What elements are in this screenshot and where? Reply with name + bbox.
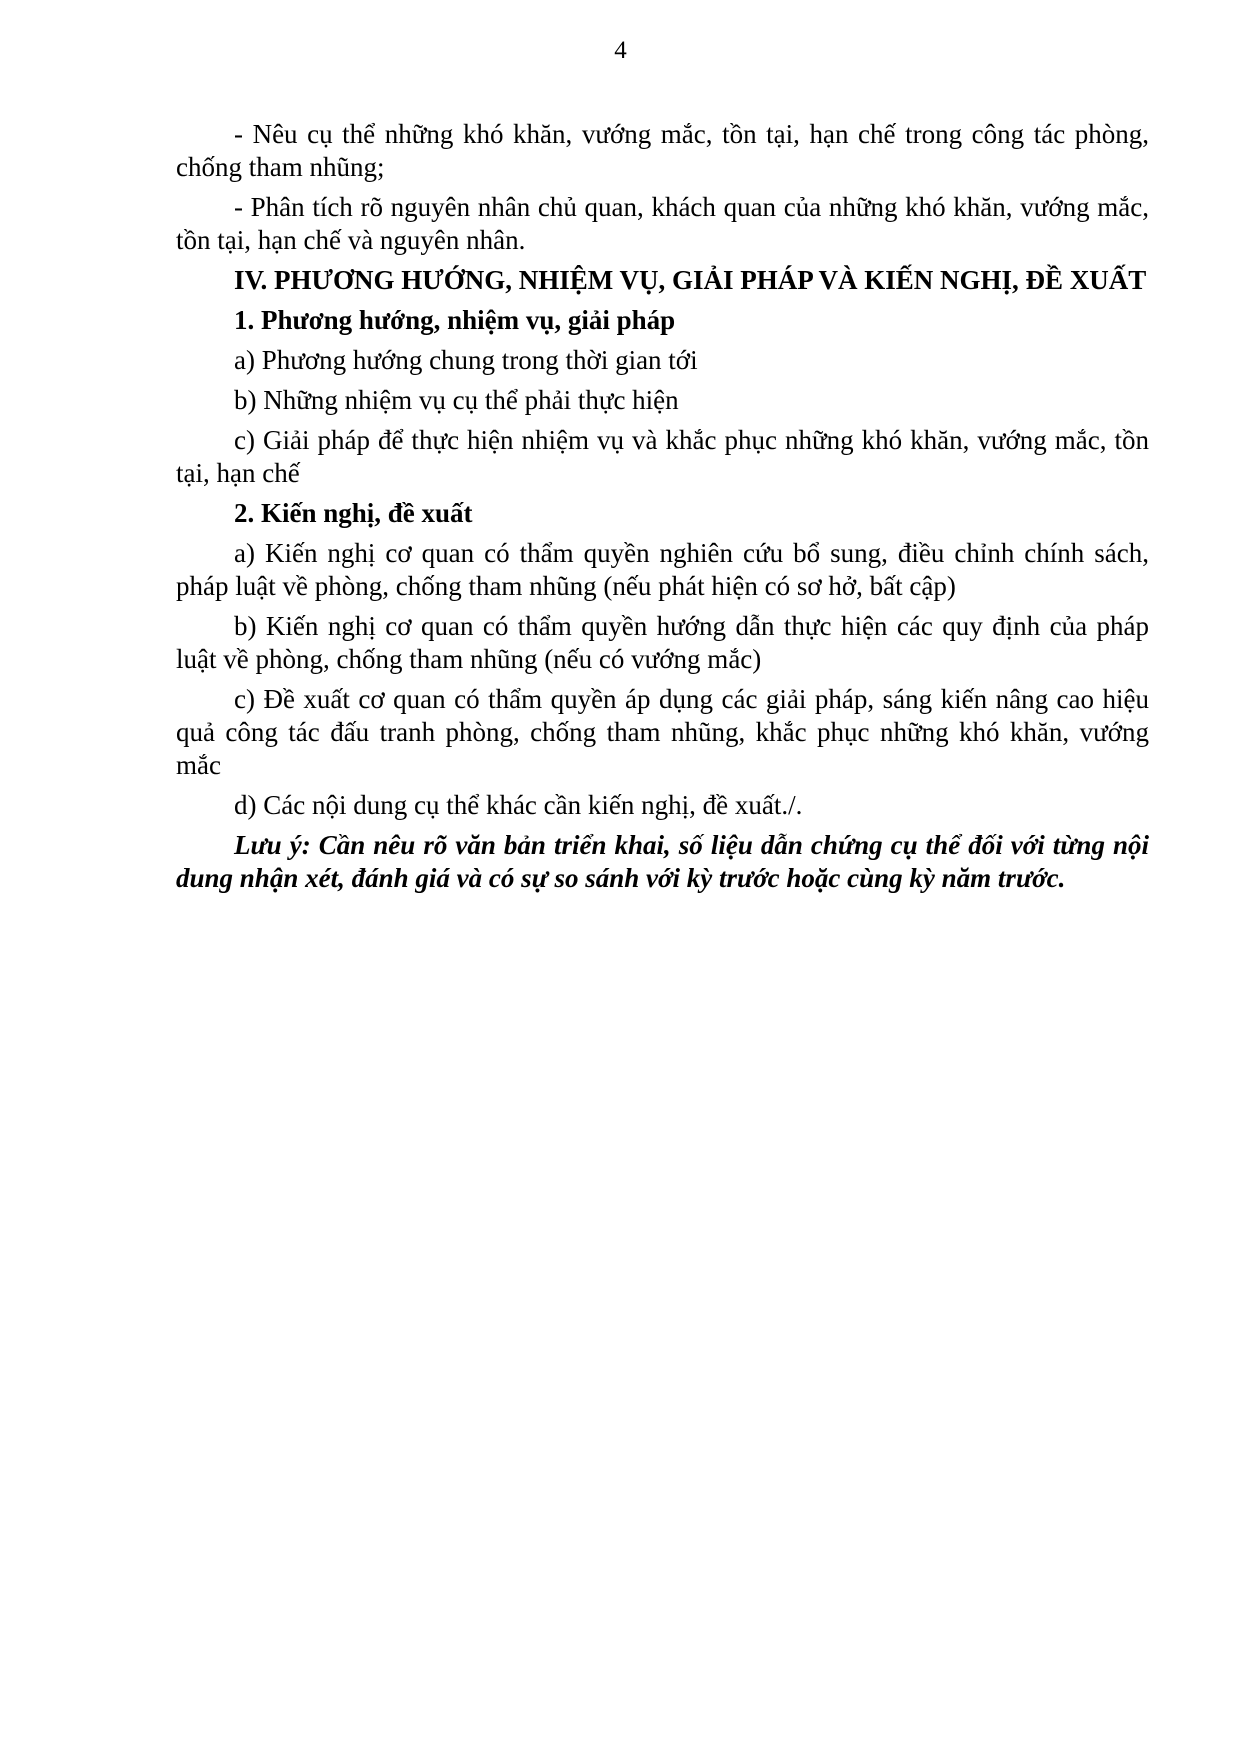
document-body bbox=[176, 118, 1149, 902]
subsection-1-heading: 1. Phương hướng, nhiệm vụ, giải pháp bbox=[234, 305, 676, 335]
note-paragraph: Lưu ý: Cần nêu rõ văn bản triển khai, số liệu dẫn chứng cụ thể đối với từng nội dung nhận xét, đánh giá và có sự so sánh với kỳ trước hoặc cùng kỳ năm trước. bbox=[176, 830, 1149, 893]
subsection-1-item-c: c) Giải pháp để thực hiện nhiệm vụ và khắc phục những khó khăn, vướng mắc, tồn tại, hạn chế bbox=[176, 425, 1149, 488]
subsection-2-item-a: a) Kiến nghị cơ quan có thẩm quyền nghiên cứu bổ sung, điều chỉnh chính sách, pháp luật về phòng, chống tham nhũng (nếu phát hiện có sơ hở, bất cập) bbox=[176, 538, 1149, 601]
subsection-2-heading: 2. Kiến nghị, đề xuất bbox=[234, 498, 473, 528]
subsection-1-item-b: b) Những nhiệm vụ cụ thể phải thực hiện bbox=[234, 385, 679, 415]
subsection-2-item-d: d) Các nội dung cụ thể khác cần kiến nghị, đề xuất./. bbox=[234, 790, 803, 820]
difficulty-list-item: - Nêu cụ thể những khó khăn, vướng mắc, tồn tại, hạn chế trong công tác phòng, chống tham nhũng; bbox=[176, 119, 1149, 182]
subsection-2-item-c: c) Đề xuất cơ quan có thẩm quyền áp dụng các giải pháp, sáng kiến nâng cao hiệu quả công tác đấu tranh phòng, chống tham nhũng, khắc phục những khó khăn, vướng mắc bbox=[176, 684, 1149, 780]
cause-analysis-item: - Phân tích rõ nguyên nhân chủ quan, khách quan của những khó khăn, vướng mắc, tồn tại, hạn chế và nguyên nhân. bbox=[176, 192, 1149, 255]
subsection-2-item-b: b) Kiến nghị cơ quan có thẩm quyền hướng dẫn thực hiện các quy định của pháp luật về phòng, chống tham nhũng (nếu có vướng mắc) bbox=[176, 611, 1149, 674]
subsection-1-item-a: a) Phương hướng chung trong thời gian tới bbox=[234, 345, 698, 375]
section-iv-heading: IV. PHƯƠNG HƯỚNG, NHIỆM VỤ, GIẢI PHÁP VÀ KIẾN NGHỊ, ĐỀ XUẤT bbox=[234, 265, 1147, 295]
page-number: 4 bbox=[614, 37, 627, 64]
